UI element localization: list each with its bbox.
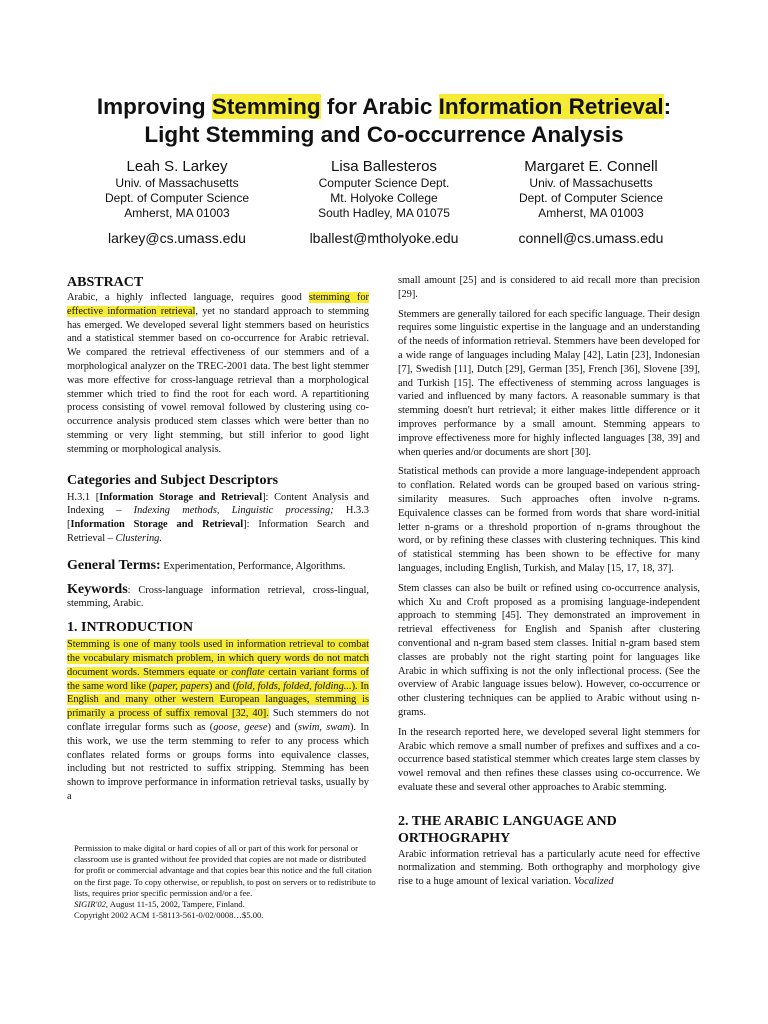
copyright-line: Copyright 2002 ACM 1-58113-561-0/02/0008…$5.00. bbox=[74, 910, 264, 921]
categories-text: H.3.1 [Information Storage and Retrieval]: Content Analysis and Indexing – Indexing methods, Linguistic processing; H.3.3 [Information Storage and Retrieval]: Information Search and Retrieval – Clustering. bbox=[67, 491, 370, 544]
introduction-heading: 1. INTRODUCTION bbox=[67, 620, 194, 636]
categories-heading: Categories and Subject Descriptors bbox=[67, 472, 279, 488]
title-highlight-stemming: Stemming bbox=[211, 94, 321, 119]
section-2-heading: 2. THE ARABIC LANGUAGE AND ORTHOGRAPHY bbox=[398, 813, 617, 846]
author-affiliation: South Hadley, MA 01075 bbox=[318, 206, 450, 220]
permission-text: Permission to make digital or hard copies of all or part of this work for personal or classroom use is granted without fee provided that copies are not made or distributed for profit or commercial advantage and that copies bear this notice and the full citation on the first page. To copy otherwise, or republish, to post on servers or to redistribute to lists, requires prior specific permission and/or a fee. bbox=[74, 843, 376, 898]
author-block-1 bbox=[57, 157, 297, 247]
author-affiliation: Amherst, MA 01003 bbox=[124, 206, 230, 220]
author-affiliation: Mt. Holyoke College bbox=[330, 191, 438, 205]
author-affiliation: Computer Science Dept. bbox=[318, 176, 450, 190]
title-text: : bbox=[663, 94, 672, 119]
paragraph: In the research reported here, we developed several light stemmers for Arabic which remove a small number of prefixes and suffixes and a co-occurrence based statistical stemmer which creates large stem classes by vowel removal and then refines these classes using co-occurrence. We evaluate these and several other approaches to Arabic stemming. bbox=[398, 726, 700, 793]
paragraph: Arabic information retrieval has a particularly acute need for effective normalization and stemming. Both orthography and morphology give rise to a huge amount of lexical variation. Vocalized bbox=[398, 848, 700, 888]
paragraph: Stem classes can also be built or refined using co-occurrence analysis, which Xu and Croft proposed as a promising language-independent approach to stemming [45]. They demonstrated an improvement in retrieval effectiveness for English and Spanish after clustering conventional and n-gram based stem classes. Initial n-gram based stem classes are probably not the right starting point for languages like Arabic in which suffixing is not the only inflectional process. (See the overview of Arabic language issues below). However, co-occurrence or other clustering techniques can be applied to Arabic without using n-grams. bbox=[398, 582, 700, 718]
author-name: Margaret E. Connell bbox=[524, 158, 658, 175]
title-highlight-ir: Information Retrieval bbox=[438, 94, 664, 119]
right-column bbox=[398, 274, 700, 889]
paper-title bbox=[0, 93, 768, 149]
author-affiliation: Univ. of Massachusetts bbox=[115, 176, 239, 190]
author-affiliation: Dept. of Computer Science bbox=[104, 191, 250, 205]
keywords-heading: Keywords bbox=[67, 581, 128, 597]
author-email: larkey@cs.umass.edu bbox=[108, 230, 246, 246]
title-text: Improving bbox=[96, 94, 212, 119]
introduction-text: Stemming is one of many tools used in information retrieval to combat the vocabulary mismatch problem, in which query words do not match document words. Stemmers equate or conflate certain variant forms of the same word like (paper, papers) and (fold, folds, folded, folding...). In English and many other western European languages, stemming is primarily a process of suffix removal [32, 40]. Such stemmers do not conflate irregular forms such as (goose, geese) and (swim, swam). In this work, we use the term stemming to refer to any process which conflates related forms or groups forms into equivalence classes, including but not restricted to suffix stripping. Stemming has been shown to improve performance in information retrieval tasks, usually by a bbox=[67, 639, 369, 802]
author-affiliation: Univ. of Massachusetts bbox=[529, 176, 653, 190]
abstract-highlight: stemming for effective information retrieval bbox=[67, 292, 369, 317]
keywords: Keywords: Cross-language information retrieval, cross-lingual, stemming, Arabic. bbox=[67, 581, 369, 610]
author-block-2 bbox=[264, 157, 504, 247]
general-terms: General Terms: Experimentation, Performance, Algorithms. bbox=[67, 557, 346, 573]
title-line-1 bbox=[0, 93, 768, 121]
paragraph: Statistical methods can provide a more language-independent approach to conflation. Related words can be grouped based on various string-similarity measures. Such approaches often involve n-grams. Equivalence classes can be formed from words that share word-initial letter n-grams or a threshold proportion of n-grams throughout the word, or by refining these classes with clustering techniques. This kind of statistical stemming has been shown to be effective for many languages, including English, Turkish, and Malay [15, 17, 18, 37]. bbox=[398, 466, 700, 574]
intro-highlight: Stemming is one of many tools used in information retrieval to combat the vocabulary mismatch problem, in which query words do not match document words. Stemmers equate or conflate certain variant forms of the same word like (paper, papers) and (fold, folds, folded, folding...). In English and many other western European languages, stemming is primarily a process of suffix removal [32, 40]. bbox=[67, 639, 369, 720]
author-email: lballest@mtholyoke.edu bbox=[309, 230, 459, 246]
abstract-text: Arabic, a highly inflected language, requires good stemming for effective information retrieval, yet no standard approach to stemming has emerged. We developed several light stemmers based on heuristics and a statistical stemmer based on co-occurrence for Arabic retrieval. We compared the retrieval effectiveness of our stemmers and of a morphological analyzer on the TREC-2001 data. The best light stemmer was more effective for cross-language retrieval than a morphological stemmer which tried to find the root for each word. A repartitioning process consisting of vowel removal followed by clustering using co-occurrence analysis produced stem classes which were better than no stemming or very light stemming, but still inferior to good light stemming or morphological analysis. bbox=[67, 292, 369, 455]
general-terms-heading: General Terms: bbox=[67, 557, 161, 573]
paragraph: small amount [25] and is considered to aid recall more than precision [29]. bbox=[398, 275, 700, 300]
abstract-heading: ABSTRACT bbox=[67, 275, 144, 290]
permission-footnote bbox=[74, 843, 376, 921]
author-name: Lisa Ballesteros bbox=[331, 158, 437, 175]
author-email: connell@cs.umass.edu bbox=[518, 230, 664, 246]
author-name: Leah S. Larkey bbox=[126, 158, 228, 175]
title-line-2: Light Stemming and Co-occurrence Analysis bbox=[144, 122, 624, 147]
venue-line: SIGIR'02, August 11-15, 2002, Tampere, Finland. bbox=[74, 899, 245, 910]
left-column bbox=[67, 274, 369, 804]
author-block-3 bbox=[471, 157, 711, 247]
title-text: for Arabic bbox=[320, 94, 439, 119]
paragraph: Stemmers are generally tailored for each specific language. Their design requires some linguistic expertise in the language and an understanding of the needs of information retrieval. Stemmers have been developed for a wide range of languages including Malay [42], Latin [23], Indonesian [7], Swedish [11], Dutch [29], German [35], French [36], Slovene [39], and Turkish [15]. The effectiveness of stemming across languages is varied and influenced by many factors. A reasonable summary is that stemming doesn't hurt retrieval; it either makes little difference or it improves performance by a small amount. Stemming appears to improve effectiveness more for highly inflected languages [38, 39] and when queries and/or documents are short [30]. bbox=[398, 308, 700, 458]
author-affiliation: Amherst, MA 01003 bbox=[538, 206, 644, 220]
author-affiliation: Dept. of Computer Science bbox=[518, 191, 664, 205]
